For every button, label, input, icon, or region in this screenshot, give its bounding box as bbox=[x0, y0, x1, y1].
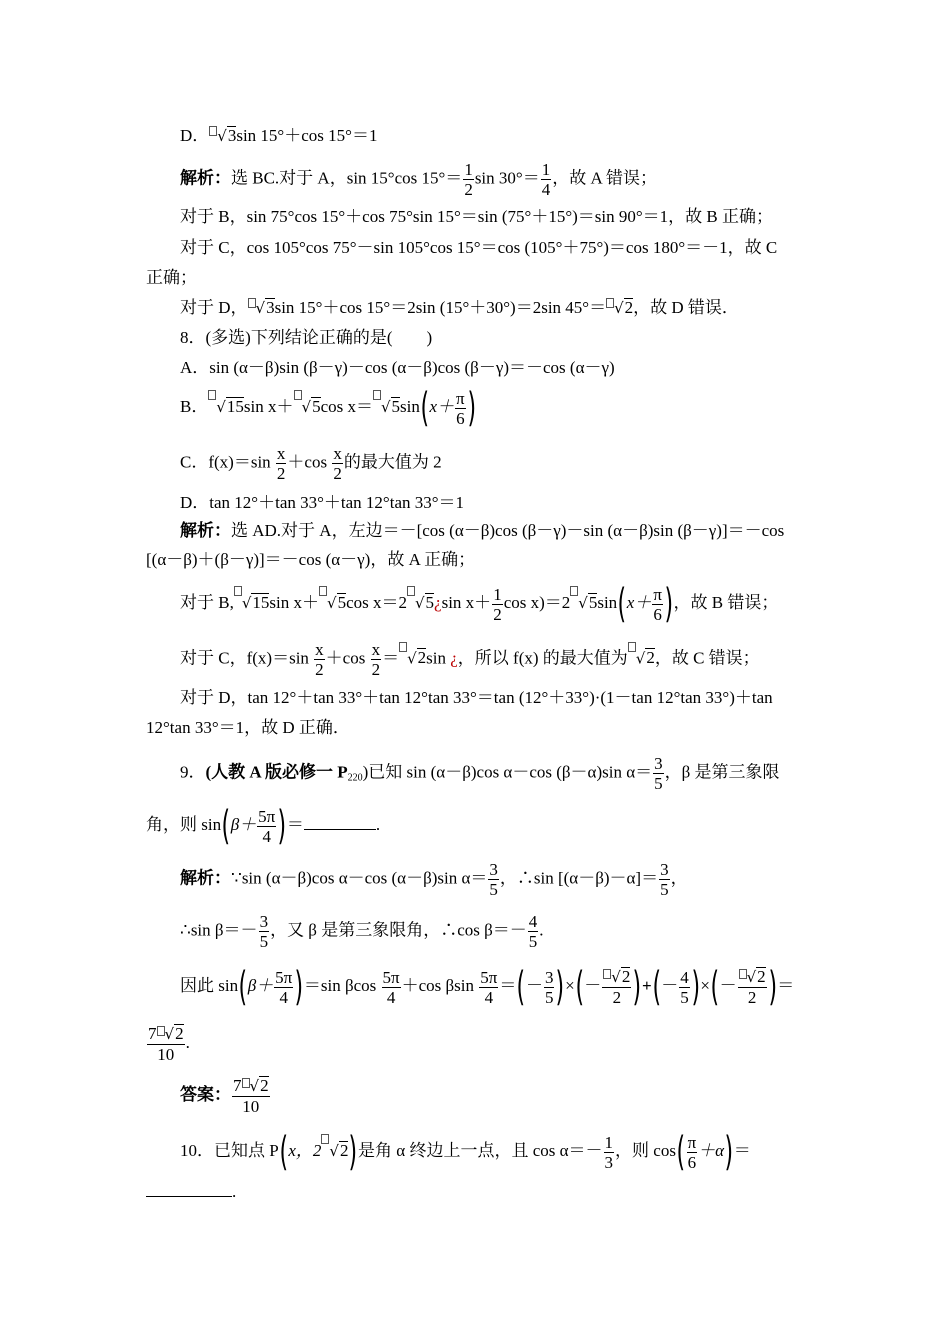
fraction: $\frac{x}{2}$ bbox=[371, 640, 381, 679]
answer-blank[interactable] bbox=[146, 1178, 232, 1197]
fraction: $\frac{7 √2}{10}$ bbox=[148, 1024, 184, 1064]
missing-glyph-icon bbox=[242, 1078, 250, 1088]
fraction: $\frac{\pi}{6}$ bbox=[687, 1132, 697, 1172]
option-c-q8: C．f(x)＝sin $\frac{x}{2}$ ＋cos $\frac{x}{2}$ 的最大值为 2 bbox=[180, 444, 442, 483]
analysis-q7-c-cont: 正确； bbox=[146, 268, 197, 287]
fraction: $\frac{5\pi}{4}$ bbox=[275, 967, 293, 1007]
missing-glyph-icon bbox=[248, 298, 256, 308]
analysis-q7-line1: 解析：选 BC.对于 A，sin 15°cos 15°＝ $\frac{1}{2}$ sin 30°＝ $\frac{1}{4}$ ，故 A 错误； bbox=[180, 160, 658, 199]
fraction: $\frac{5\pi}{4}$ bbox=[382, 967, 400, 1007]
missing-glyph-icon bbox=[294, 390, 302, 400]
fraction: $\frac{\pi}{6}$ bbox=[456, 388, 465, 428]
analysis-q9-line3: 因此 sin(β＋ $\frac{5\pi}{4}$ )＝sin βcos $\frac{5\pi}{4}$ ＋cos βsin $\frac{5\pi}{4}$ ＝(－ $\frac{3}{5}$ )×(－ $\frac{√2}{2}$ )+(－ $\frac{4}{5}$ )×(－ $\frac{√2}{2}$ )＝ bbox=[180, 964, 795, 1010]
missing-glyph-icon bbox=[373, 390, 381, 400]
analysis-q8-d-cont: 12°tan 33°＝1，故 D 正确． bbox=[146, 718, 350, 737]
fraction: $\frac{5\pi}{4}$ bbox=[480, 967, 498, 1007]
analysis-q7-c: 对于 C，cos 105°cos 75°－sin 105°cos 15°＝cos (105°＋75°)＝cos 180°＝－1，故 C bbox=[180, 238, 778, 257]
missing-glyph-icon bbox=[234, 586, 242, 596]
fraction: $\frac{3}{5}$ bbox=[660, 860, 669, 899]
analysis-q8-b: 对于 B, √15sin x＋ √5cos x＝2 √5¿sin x＋ $\frac{1}{2}$ cos x)＝2 √5sin(x＋ $\frac{\pi}{6}$ )，故 B 错误； bbox=[180, 581, 779, 627]
fraction: $\frac{3}{5}$ bbox=[654, 754, 663, 793]
fraction: $\frac{3}{5}$ bbox=[259, 912, 269, 951]
question-10-cont: . bbox=[146, 1178, 236, 1204]
missing-glyph-icon bbox=[606, 298, 614, 308]
analysis-q8-line1: 解析：选 AD.对于 A，左边＝－[cos (α－β)cos (β－γ)－sin (α－β)sin (β－γ)]＝－cos bbox=[180, 521, 785, 540]
option-a-q8: A．sin (α－β)sin (β－γ)－cos (α－β)cos (β－γ)＝－cos (α－γ) bbox=[180, 358, 615, 377]
fraction: $\frac{x}{2}$ bbox=[276, 444, 286, 483]
question-10: 10．已知点 P(x，2 √2)是角 α 终边上一点，且 cos α＝－ $\frac{1}{3}$ ，则 cos( $\frac{\pi}{6}$ ＋α)＝ bbox=[180, 1129, 751, 1175]
fraction: $\frac{3}{5}$ bbox=[489, 860, 498, 899]
fraction: $\frac{1}{3}$ bbox=[604, 1132, 614, 1172]
question-9-cont: 角，则 sin(β＋ $\frac{5\pi}{4}$ )＝ . bbox=[146, 803, 381, 849]
fraction: $\frac{4}{5}$ bbox=[528, 912, 538, 951]
missing-glyph-icon bbox=[319, 586, 327, 596]
fraction: $\frac{x}{2}$ bbox=[333, 444, 342, 483]
missing-glyph-icon bbox=[157, 1026, 165, 1036]
missing-glyph-icon bbox=[399, 642, 407, 652]
analysis-q8-line2: [(α－β)＋(β－γ)]＝－cos (α－γ)，故 A 正确； bbox=[146, 550, 476, 569]
analysis-q9-line1: 解析：∵sin (α－β)cos α－cos (α－β)sin α＝ $\frac{3}{5}$ ，∴sin [(α－β)－α]＝ $\frac{3}{5}$ ， bbox=[180, 860, 688, 899]
fraction: $\frac{x}{2}$ bbox=[315, 640, 324, 679]
analysis-q8-d: 对于 D，tan 12°＋tan 33°＋tan 12°tan 33°＝tan (12°＋33°)·(1－tan 12°tan 33°)＋tan bbox=[180, 688, 773, 707]
fraction: $\frac{3}{5}$ bbox=[544, 967, 554, 1007]
option-d-q8: D．tan 12°＋tan 33°＋tan 12°tan 33°＝1 bbox=[180, 493, 465, 512]
fraction: $\frac{7 √2}{10}$ bbox=[233, 1076, 269, 1116]
missing-glyph-icon bbox=[628, 642, 636, 652]
fraction: $\frac{5\pi}{4}$ bbox=[258, 806, 276, 846]
fraction: $\frac{1}{2}$ bbox=[464, 160, 473, 199]
option-b-q8: B． √15sin x＋ √5cos x＝ √5sin(x＋ $\frac{\pi}{6}$ ) bbox=[180, 385, 476, 431]
analysis-q8-c: 对于 C，f(x)＝sin $\frac{x}{2}$ ＋cos $\frac{x}{2}$ ＝ √2sin ¿，所以 f(x) 的最大值为 √2，故 C 错误； bbox=[180, 640, 760, 679]
answer-q9: 答案： $\frac{7 √2}{10}$ bbox=[180, 1076, 269, 1116]
missing-glyph-icon bbox=[407, 586, 415, 596]
analysis-q9-result: $\frac{7 √2}{10}$ . bbox=[148, 1024, 190, 1064]
option-d-q7: D． √3sin 15°＋cos 15°＝1 bbox=[180, 126, 378, 145]
analysis-q9-line2: ∴sin β＝－ $\frac{3}{5}$ ，又 β 是第三象限角，∴cos β＝－ $\frac{4}{5}$ . bbox=[180, 912, 544, 951]
fraction: $\frac{√2}{2}$ bbox=[602, 967, 631, 1007]
analysis-q7-d: 对于 D， √3sin 15°＋cos 15°＝2sin (15°＋30°)＝2sin 45°＝ √2，故 D 错误． bbox=[180, 298, 739, 317]
question-8: 8．(多选)下列结论正确的是( ) bbox=[180, 328, 433, 347]
question-9: 9．(人教 A 版必修一 $P_{220}$)已知 sin (α－β)cos α－cos (β－α)sin α＝ $\frac{3}{5}$ ，β 是第三象限 bbox=[180, 754, 780, 793]
fraction: $\frac{\pi}{6}$ bbox=[653, 584, 662, 624]
missing-glyph-icon bbox=[739, 969, 747, 979]
analysis-q7-b: 对于 B，sin 75°cos 15°＋cos 75°sin 15°＝sin (75°＋15°)＝sin 90°＝1，故 B 正确； bbox=[180, 207, 774, 226]
fraction: $\frac{1}{4}$ bbox=[541, 160, 551, 199]
fraction: $\frac{4}{5}$ bbox=[680, 967, 689, 1007]
answer-blank[interactable] bbox=[304, 811, 376, 830]
fraction: $\frac{√2}{2}$ bbox=[738, 967, 767, 1007]
fraction: $\frac{1}{2}$ bbox=[493, 584, 502, 624]
